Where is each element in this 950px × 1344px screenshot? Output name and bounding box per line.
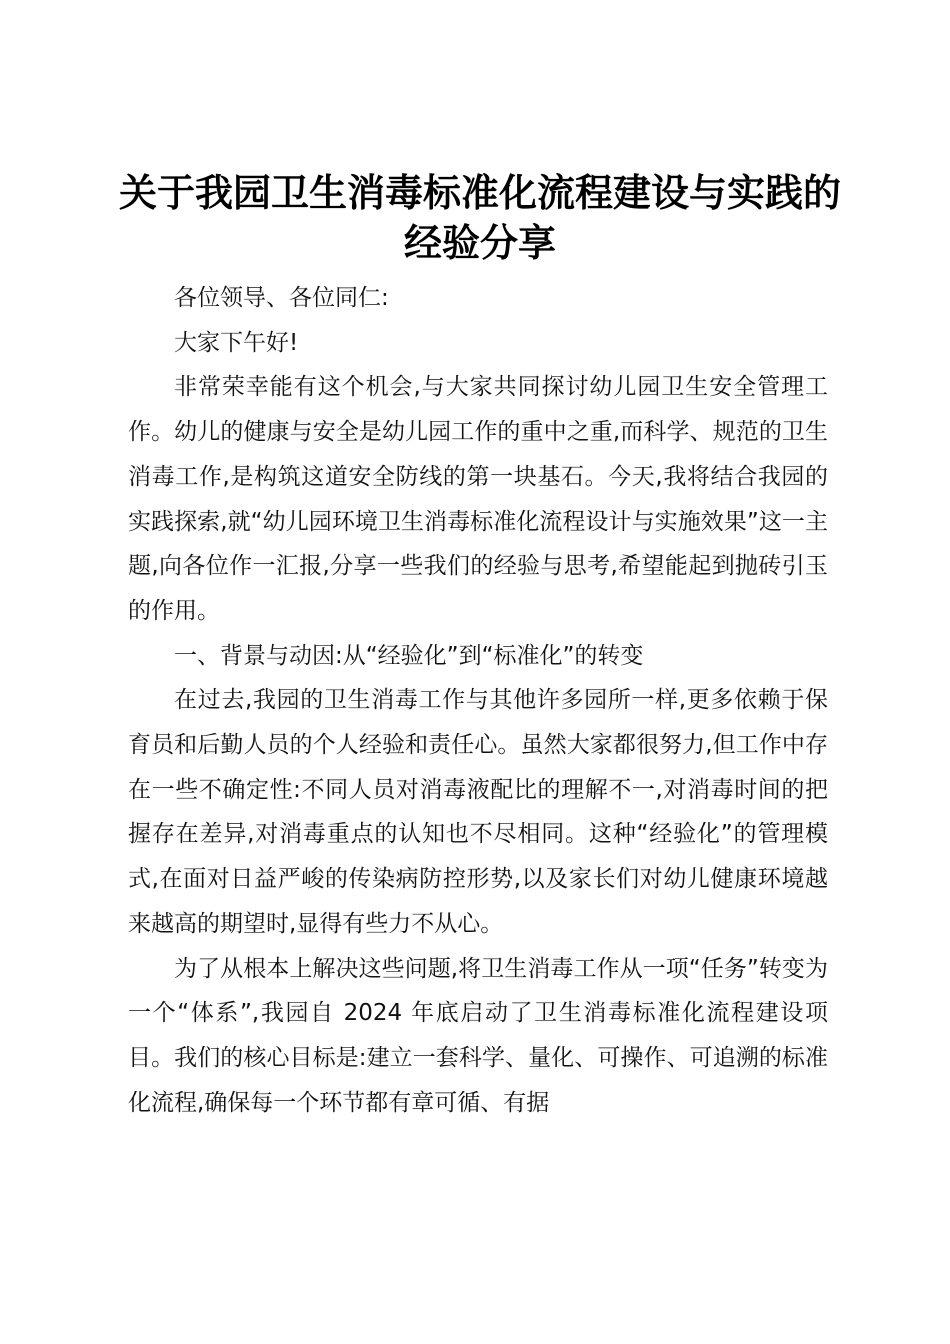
- greeting: 大家下午好!: [174, 329, 299, 356]
- salutation: 各位领导、各位同仁:: [174, 285, 389, 311]
- intro-paragraph: 非常荣幸能有这个机会,与大家共同探讨幼儿园卫生安全管理工作。幼儿的健康与安全是幼儿园工作的重中之重,而科学、规范的卫生消毒工作,是构筑这道安全防线的第一块基石。今天,我将结合我园的实践探索,就“幼儿园环境卫生消毒标准化流程设计与实施效果”这一主题,向各位作一汇报,分享一些我们的经验与思考,希望能起到抛砖引玉的作用。: [128, 374, 828, 624]
- background-paragraph: 在过去,我园的卫生消毒工作与其他许多园所一样,更多依赖于保育员和后勤人员的个人经验和责任心。虽然大家都很努力,但工作中存在一些不确定性:不同人员对消毒液配比的理解不一,对消毒时间的把握存在差异,对消毒重点的认知也不尽相同。这种“经验化”的管理模式,在面对日益严峻的传染病防控形势,以及家长们对幼儿健康环境越来越高的期望时,显得有些力不从心。: [128, 687, 828, 937]
- section-heading: 一、背景与动因:从“经验化”到“标准化”的转变: [174, 642, 644, 669]
- goal-paragraph: 为了从根本上解决这些问题,将卫生消毒工作从一项“任务”转变为一个“体系”,我园自 2024 年底启动了卫生消毒标准化流程建设项目。我们的核心目标是:建立一套科学、量化、可操作、可追溯的标准化流程,确保每一个环节都有章可循、有据: [128, 955, 828, 1116]
- document-body: [128, 276, 828, 1125]
- document-title: 关于我园卫生消毒标准化流程建设与实践的经验分享: [118, 170, 841, 265]
